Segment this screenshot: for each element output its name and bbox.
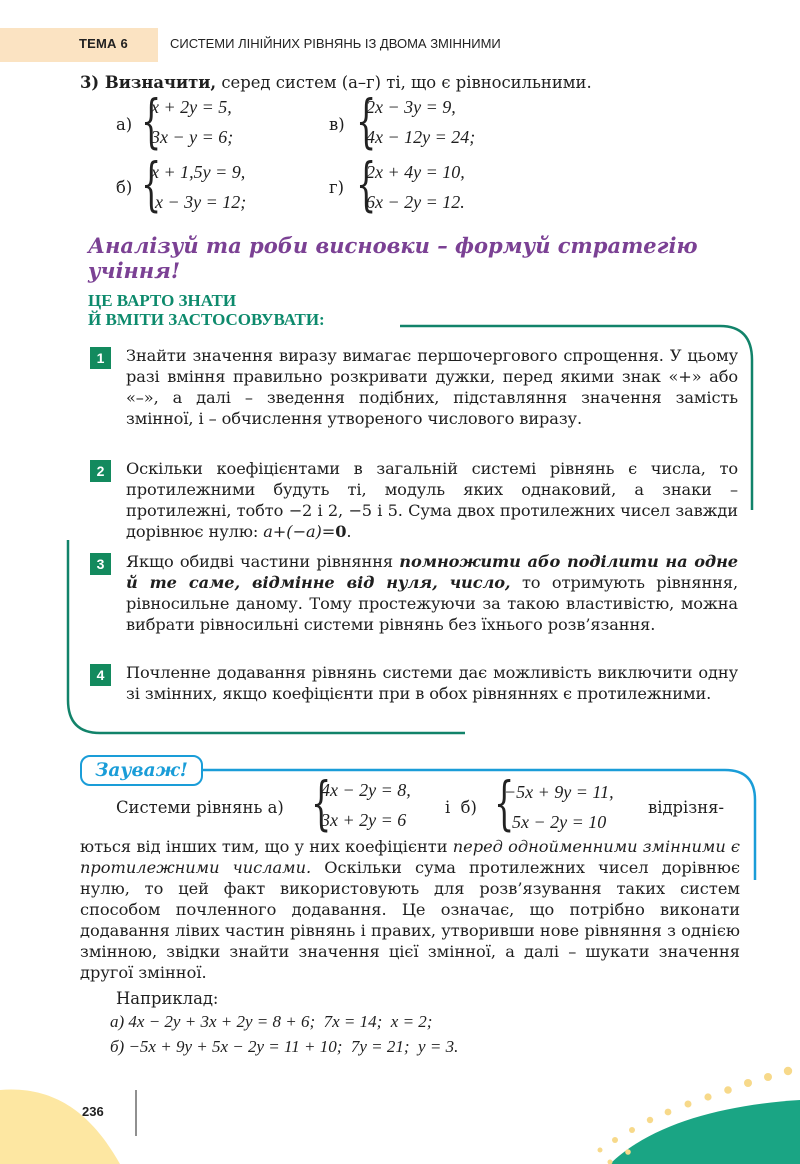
- note-system-a-eq1: 4x − 2y = 8,: [321, 780, 411, 800]
- worth-heading: [88, 291, 325, 329]
- example-label: Наприклад:: [116, 989, 219, 1008]
- note-tail: відрізня-: [648, 798, 725, 817]
- rule-2-formula: a+(−a)=: [263, 522, 336, 541]
- worth-heading-line1: ЦЕ ВАРТО ЗНАТИ: [88, 291, 237, 310]
- rule-number-1: 1: [90, 347, 111, 369]
- note-para-b: Оскільки сума протилежних чисел дорівнює нулю, то цей факт використовують для розв’язування таких систем способом почленного додавання. Це означає, що потрібно виконати додавання лівих частин рівнянь і правих, утворивши нове рівняння з однією змінною, звідки знайти значення цієї змінної, а далі – шукати значення другої змінної.: [80, 858, 741, 982]
- system-b-eq1: x + 1,5y = 9,: [151, 162, 246, 182]
- system-g-brace: {: [356, 150, 377, 218]
- rule-1-text: Знайти значення виразу вимагає першочергового спрощення. У цьому разі вміння правильно розкривати дужки, перед якими знак «+» або «–», а далі – зведення подібних, підставляння значення замість змінної, і – обчислення утвореного числового виразу.: [126, 346, 738, 428]
- corner-shape-right: [610, 1100, 800, 1164]
- note-system-b-eq1: −5x + 9y = 11,: [504, 782, 614, 802]
- system-a-eq1: x + 2y = 5,: [151, 97, 232, 117]
- note-paragraph: [80, 836, 740, 983]
- system-g-eq1: 2x + 4y = 10,: [366, 162, 465, 182]
- system-b-label: б): [116, 178, 133, 197]
- rule-number-3: 3: [90, 553, 111, 575]
- system-b-brace: {: [141, 150, 162, 218]
- example-b: б) −5x + 9y + 5x − 2y = 11 + 10; 7y = 21; y = 3.: [110, 1037, 459, 1056]
- rule-2-end: .: [346, 522, 352, 541]
- note-system-b-eq2: 5x − 2y = 10: [512, 812, 607, 832]
- rule-4-text: Почленне додавання рівнянь системи дає можливість виключити одну зі змінних, якщо коефіцієнти при в обох рівняннях є протилежними.: [126, 663, 738, 703]
- chapter-title: СИСТЕМИ ЛІНІЙНИХ РІВНЯНЬ ІЗ ДВОМА ЗМІННИМИ: [170, 36, 501, 51]
- note-conjunction: і б): [445, 798, 477, 817]
- system-a-label: а): [116, 115, 133, 134]
- rule-number-2: 2: [90, 460, 111, 482]
- rule-3-text: [126, 551, 738, 635]
- system-a-eq2: 3x − y = 6;: [151, 127, 234, 147]
- note-para-emphasis: перед однойменними змінними є протилежними числами.: [80, 837, 740, 877]
- system-g-eq2: 6x − 2y = 12.: [366, 192, 465, 212]
- analyze-heading: Аналізуй та роби висновки – формуй стратегію учіння!: [88, 233, 698, 283]
- rule-3-emphasis: помножити або поділити на одне й те саме, відмінне від нуля, число,: [126, 552, 738, 592]
- system-v-eq1: 2x − 3y = 9,: [366, 97, 456, 117]
- topic-label: ТЕМА 6: [79, 36, 128, 51]
- note-intro: Системи рівнянь а): [116, 798, 284, 817]
- task3-lead-bold: 3) Визначити,: [80, 73, 217, 92]
- rule-2-text: [126, 458, 738, 542]
- system-a-brace: {: [141, 87, 162, 155]
- rule-2-formula-zero: 0: [335, 522, 347, 541]
- note-system-a-eq2: 3x + 2y = 6: [321, 810, 407, 830]
- note-label: Зауваж!: [80, 755, 203, 786]
- system-v-label: в): [329, 115, 345, 134]
- system-v-brace: {: [356, 87, 377, 155]
- example-a: а) 4x − 2y + 3x + 2y = 8 + 6; 7x = 14; x = 2;: [110, 1012, 433, 1031]
- system-g-label: г): [329, 178, 344, 197]
- corner-shape-left: [0, 1090, 120, 1164]
- rule-3-text-b: то отримують рівняння, рівносильне даному. Тому простежуючи за такою властивістю, можна вибрати рівносильні системи рівнянь без їхнього розв’язання.: [126, 573, 738, 634]
- note-para-a: ються від інших тим, що у них коефіцієнти: [80, 837, 453, 856]
- rule-3-text-a: Якщо обидві частини рівняння: [126, 552, 400, 571]
- rule-number-4: 4: [90, 664, 111, 686]
- system-b-eq2: x − 3y = 12;: [155, 192, 247, 212]
- worth-heading-line2: Й ВМІТИ ЗАСТОСОВУВАТИ:: [88, 310, 325, 329]
- note-system-a-brace: {: [311, 769, 332, 837]
- system-v-eq2: 4x − 12y = 24;: [366, 127, 476, 147]
- note-system-b-brace: {: [494, 769, 515, 837]
- page-number: 236: [82, 1104, 104, 1119]
- rule-2-text-a: Оскільки коефіцієнтами в загальній системі рівнянь є числа, то протилежними будуть ті, модуль яких однаковий, а знаки – протилежні, тобто −2 і 2, −5 і 5. Сума двох протилежних чисел завжди дорівнює нулю:: [126, 459, 738, 541]
- task3-lead-rest: серед систем (а–г) ті, що є рівносильними.: [216, 73, 592, 92]
